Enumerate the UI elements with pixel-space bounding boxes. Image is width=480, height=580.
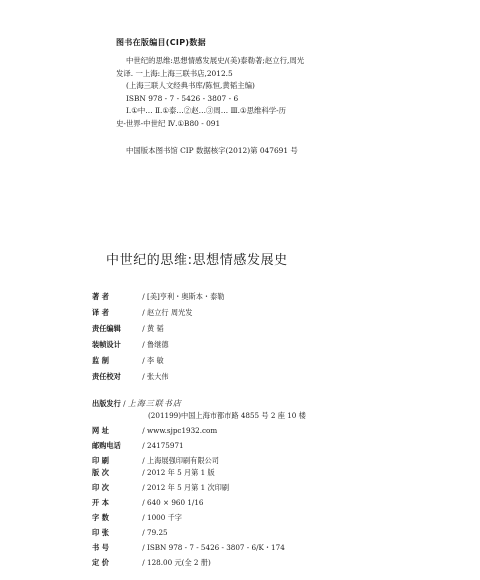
credit-label: 责任校对 xyxy=(92,372,121,381)
mail-order-phone: 24175971 xyxy=(147,441,184,450)
credit-value: 李 敏 xyxy=(147,356,164,365)
credit-value: 鲁继德 xyxy=(147,340,169,349)
spec-label: 开 本 xyxy=(92,498,109,507)
spec-label: 印 张 xyxy=(92,528,109,537)
cip-heading: 图书在版编目(CIP)数据 xyxy=(116,38,206,47)
cip-line-classification-cont: 史-世界-中世纪 Ⅳ.①B80 - 091 xyxy=(116,118,221,128)
spec-label: 字 数 xyxy=(92,513,109,522)
book-title: 中世纪的思维:思想情感发展史 xyxy=(106,253,288,268)
spec-value: 2012 年 5 月第 1 版 xyxy=(147,468,215,477)
website-row: 网 址 / www.sjpc1932.com xyxy=(92,426,218,435)
spec-value: 640 × 960 1/16 xyxy=(147,498,204,507)
credit-value: 张大伟 xyxy=(147,372,169,381)
credit-value: 赵立行 周光发 xyxy=(147,308,193,317)
spec-row-word-count: 字 数 / 1000 千字 xyxy=(92,513,182,522)
cip-line-publication: 发译. 一上海:上海三联书店,2012.5 xyxy=(116,68,233,78)
spec-value: 1000 千字 xyxy=(147,513,182,522)
cip-line-series: (上海三联人文经典书库/陈恒,黄韬主编) xyxy=(126,81,255,91)
printer-name: 上海展强印刷有限公司 xyxy=(147,456,219,465)
spec-row-printing: 印 次 / 2012 年 5 月第 1 次印刷 xyxy=(92,483,230,492)
spec-row-isbn: 书 号 / ISBN 978 - 7 - 5426 - 3807 - 6/K・174 xyxy=(92,543,285,552)
credit-row-proofreader: 责任校对 / 张大伟 xyxy=(92,372,169,381)
spec-value: ISBN 978 - 7 - 5426 - 3807 - 6/K・174 xyxy=(147,543,285,552)
credit-row-designer: 装帧设计 / 鲁继德 xyxy=(92,340,169,349)
spec-row-edition: 版 次 / 2012 年 5 月第 1 版 xyxy=(92,468,215,477)
publisher-row: 出版发行 / 上海三联书店 xyxy=(92,399,182,408)
credit-label: 著 者 xyxy=(92,292,109,301)
cip-data-number: 中国版本图书馆 CIP 数据核字(2012)第 047691 号 xyxy=(126,146,298,155)
spec-value: 2012 年 5 月第 1 次印刷 xyxy=(147,483,230,492)
cip-record xyxy=(116,55,368,131)
credit-label: 译 者 xyxy=(92,308,109,317)
cip-line-classification: Ⅰ.①中… Ⅱ.①泰…②赵…③周… Ⅲ.①思维科学-历 xyxy=(126,106,287,116)
spec-label: 版 次 xyxy=(92,468,109,477)
spec-label: 印 次 xyxy=(92,483,109,492)
credit-row-editor: 责任编辑 / 黄 韬 xyxy=(92,324,164,333)
spec-label: 书 号 xyxy=(92,543,109,552)
spec-row-sheets: 印 张 / 79.25 xyxy=(92,528,168,537)
mail-order-row: 邮购电话 / 24175971 xyxy=(92,441,184,450)
credit-row-translator: 译 者 / 赵立行 周光发 xyxy=(92,308,193,317)
printer-label: 印 刷 xyxy=(92,456,109,465)
cip-line-title: 中世纪的思维:思想情感发展史/(美)泰勒著;赵立行,周光 xyxy=(126,56,305,65)
credit-label: 责任编辑 xyxy=(92,324,121,333)
cip-line-isbn: ISBN 978 - 7 - 5426 - 3807 - 6 xyxy=(126,93,239,103)
spec-label: 定 价 xyxy=(92,558,109,567)
spec-value: 128.00 元(全 2 册) xyxy=(147,558,211,567)
printer-row: 印 刷 / 上海展强印刷有限公司 xyxy=(92,456,219,465)
website-link[interactable]: www.sjpc1932.com xyxy=(147,426,218,435)
publisher-label: 出版发行 xyxy=(92,399,121,408)
spec-row-format: 开 本 / 640 × 960 1/16 xyxy=(92,498,204,507)
credit-label: 装帧设计 xyxy=(92,340,121,349)
credit-row-supervisor: 监 制 / 李 敏 xyxy=(92,356,164,365)
credit-value: [美]亨利・奥斯本・泰勒 xyxy=(147,292,225,301)
publisher-logo: 上海三联书店 xyxy=(127,399,182,408)
spec-row-price: 定 价 / 128.00 元(全 2 册) xyxy=(92,558,211,567)
mail-order-label: 邮购电话 xyxy=(92,441,121,450)
website-label: 网 址 xyxy=(92,426,109,435)
credit-row-author: 著 者 / [美]亨利・奥斯本・泰勒 xyxy=(92,292,225,301)
publisher-address: (201199)中国上海市都市路 4855 号 2 座 10 楼 xyxy=(148,411,306,420)
credit-label: 监 制 xyxy=(92,356,109,365)
credit-value: 黄 韬 xyxy=(147,324,164,333)
spec-value: 79.25 xyxy=(147,528,168,537)
